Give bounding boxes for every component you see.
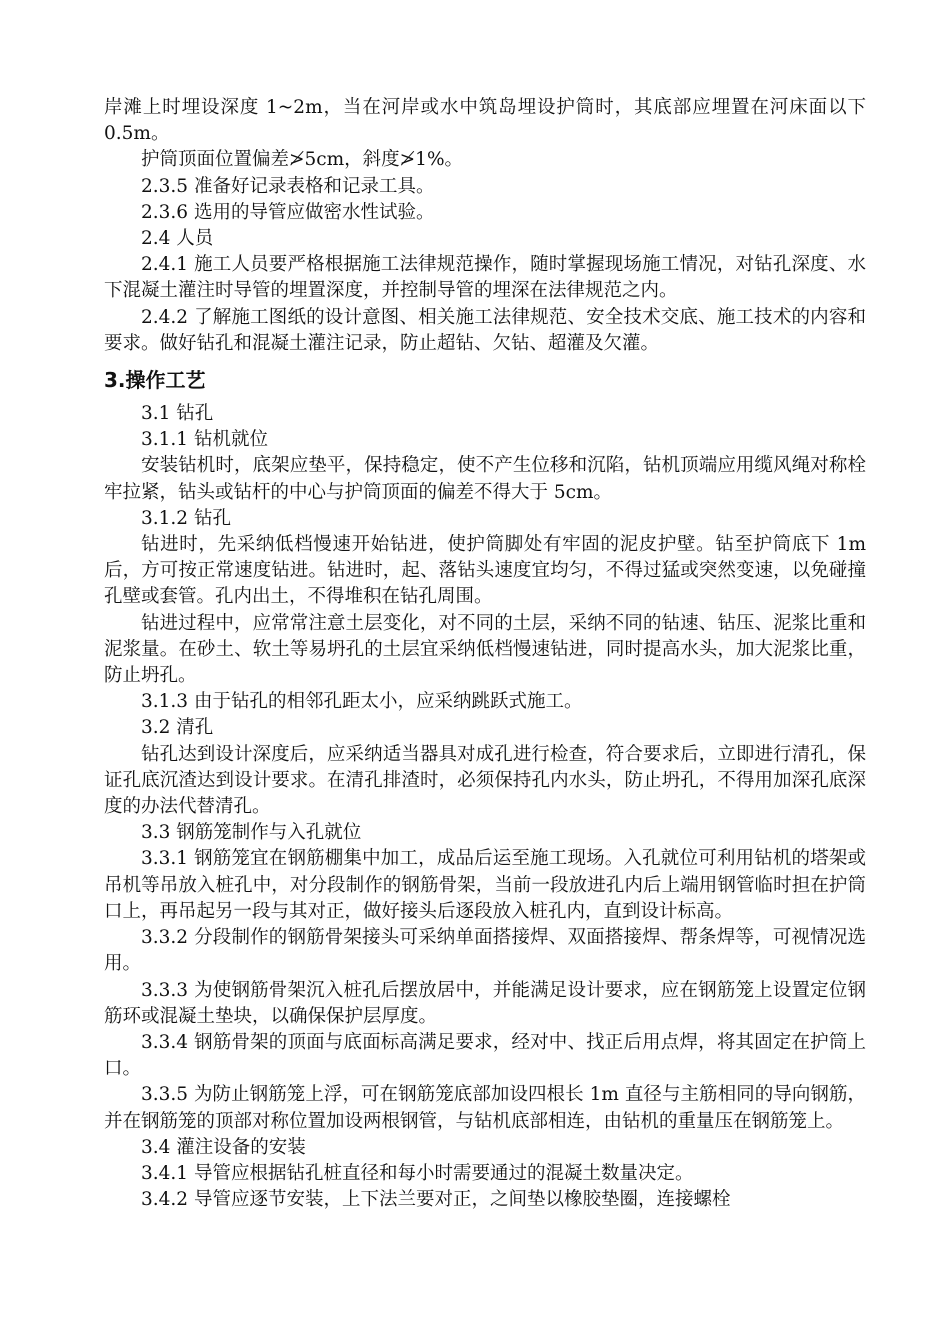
paragraph: 2.3.5 准备好记录表格和记录工具。 xyxy=(141,175,435,197)
paragraph: 护筒顶面位置偏差≯5cm，斜度≯1%。 xyxy=(141,149,464,171)
paragraph: 2.4 人员 xyxy=(141,228,214,250)
paragraph: 3.3.5 为防止钢筋笼上浮，可在钢筋笼底部加设四根长 1m 直径与主筋相同的导向钢筋，并在钢筋笼的顶部对称位置加设两根钢管，与钻机底部相连，由钻机的重量压在钢筋笼上。 xyxy=(104,1084,866,1132)
paragraph: 岸滩上时埋设深度 1~2m，当在河岸或水中筑岛埋设护筒时，其底部应埋置在河床面以下 0.5m。 xyxy=(104,97,866,145)
paragraph: 3.1.1 钻机就位 xyxy=(141,429,268,451)
paragraph: 3.4 灌注设备的安装 xyxy=(141,1136,306,1158)
paragraph: 3.2 清孔 xyxy=(141,717,214,739)
section-title: 3.操作工艺 xyxy=(104,368,206,393)
paragraph: 2.4.2 了解施工图纸的设计意图、相关施工法律规范、安全技术交底、施工技术的内容和要求。做好钻孔和混凝土灌注记录，防止超钻、欠钻、超灌及欠灌。 xyxy=(104,306,866,354)
paragraph: 钻进过程中，应常常注意土层变化，对不同的土层，采纳不同的钻速、钻压、泥浆比重和泥浆量。在砂土、软土等易坍孔的土层宜采纳低档慢速钻进，同时提高水头，加大泥浆比重，防止坍孔。 xyxy=(104,612,866,687)
paragraph: 3.1.2 钻孔 xyxy=(141,507,231,529)
paragraph: 钻孔达到设计深度后，应采纳适当器具对成孔进行检查，符合要求后，立即进行清孔，保证孔底沉渣达到设计要求。在清孔排渣时，必须保持孔内水头，防止坍孔，不得用加深孔底深度的办法代替清孔。 xyxy=(104,743,866,818)
paragraph: 3.3.3 为使钢筋骨架沉入桩孔后摆放居中，并能满足设计要求，应在钢筋笼上设置定位钢筋环或混凝土垫块，以确保保护层厚度。 xyxy=(104,979,866,1027)
paragraph: 3.3.2 分段制作的钢筋骨架接头可采纳单面搭接焊、双面搭接焊、帮条焊等，可视情况选用。 xyxy=(104,927,866,975)
paragraph: 3.1 钻孔 xyxy=(141,403,214,425)
paragraph: 安装钻机时，底架应垫平，保持稳定，使不产生位移和沉陷，钻机顶端应用缆风绳对称栓牢拉紧，钻头或钻杆的中心与护筒顶面的偏差不得大于 5cm。 xyxy=(104,455,866,503)
paragraph: 3.3 钢筋笼制作与入孔就位 xyxy=(141,822,362,844)
paragraph: 3.4.2 导管应逐节安装，上下法兰要对正，之间垫以橡胶垫圈，连接螺栓 xyxy=(141,1189,731,1211)
paragraph: 3.1.3 由于钻孔的相邻孔距太小，应采纳跳跃式施工。 xyxy=(141,691,583,713)
paragraph: 3.3.1 钢筋笼宜在钢筋棚集中加工，成品后运至施工现场。入孔就位可利用钻机的塔架或吊机等吊放入桩孔中，对分段制作的钢筋骨架，当前一段放进孔内后上端用钢管临时担在护筒口上，再吊起另一段与其对正，做好接头后逐段放入桩孔内，直到设计标高。 xyxy=(104,848,866,922)
paragraph: 3.4.1 导管应根据钻孔桩直径和每小时需要通过的混凝土数量决定。 xyxy=(141,1162,694,1184)
paragraph: 2.4.1 施工人员要严格根据施工法律规范操作，随时掌握现场施工情况，对钻孔深度、水下混凝土灌注时导管的埋置深度，并控制导管的埋深在法律规范之内。 xyxy=(104,254,866,302)
paragraph: 2.3.6 选用的导管应做密水性试验。 xyxy=(141,201,435,223)
document-page xyxy=(104,95,866,1213)
paragraph: 钻进时，先采纳低档慢速开始钻进，使护筒脚处有牢固的泥皮护壁。钻至护筒底下 1m 后，方可按正常速度钻进。钻进时，起、落钻头速度宜均匀，不得过猛或突然变速，以免碰撞孔壁或套管。孔内出土，不得堆积在钻孔周围。 xyxy=(104,534,866,608)
paragraph: 3.3.4 钢筋骨架的顶面与底面标高满足要求，经对中、找正后用点焊，将其固定在护筒上口。 xyxy=(104,1031,866,1080)
